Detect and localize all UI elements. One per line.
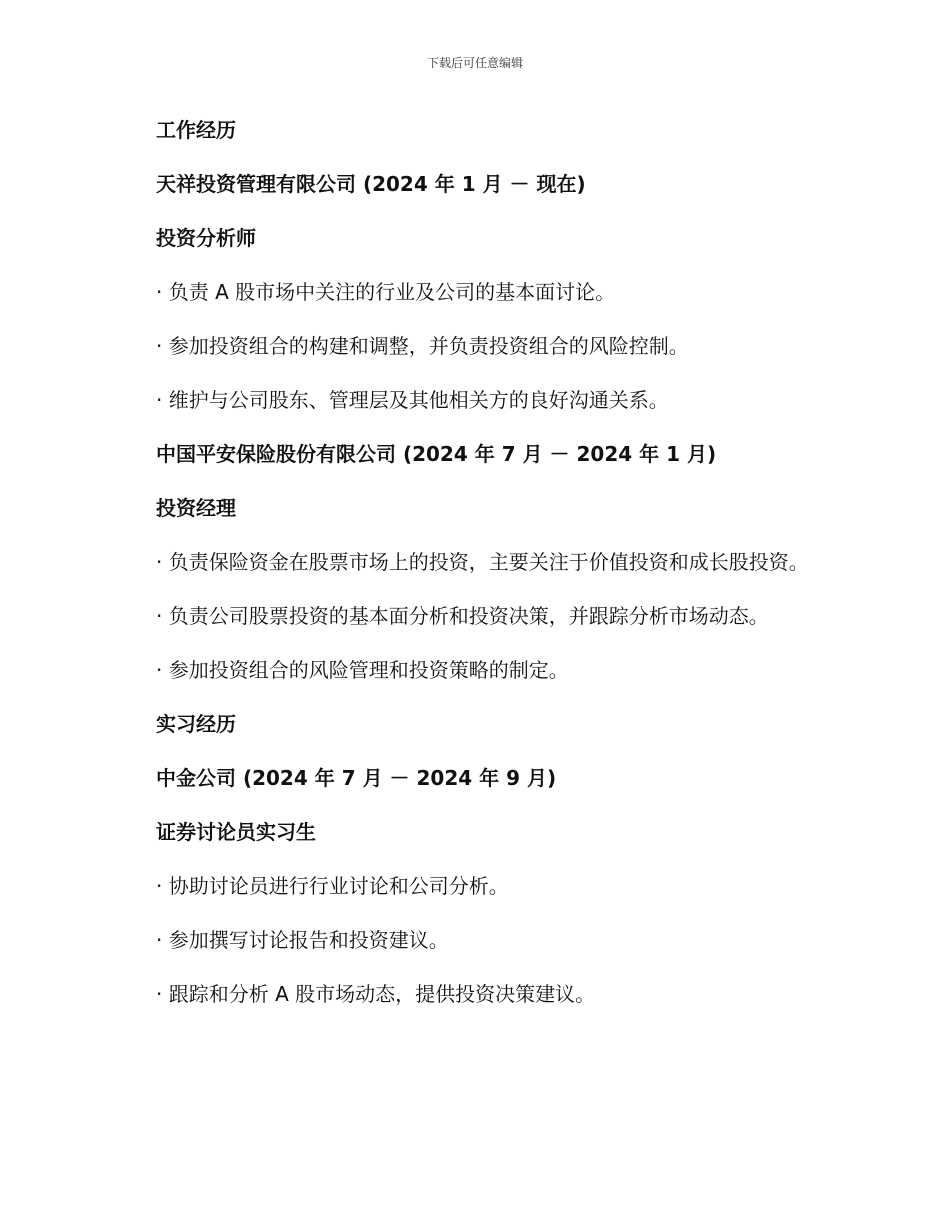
section-heading-work: 工作经历 bbox=[156, 118, 236, 142]
job-title-3: 证券讨论员实习生 bbox=[156, 820, 316, 844]
bullet-item: · 协助讨论员进行行业讨论和公司分析。 bbox=[156, 874, 509, 898]
company-title-1: 天祥投资管理有限公司 (2024 年 1 月 － 现在) bbox=[156, 172, 586, 196]
bullet-item: · 负责公司股票投资的基本面分析和投资决策，并跟踪分析市场动态。 bbox=[156, 604, 769, 628]
document-body bbox=[112, 108, 834, 1026]
job-title-1: 投资分析师 bbox=[156, 226, 256, 250]
bullet-item: · 负责 A 股市场中关注的行业及公司的基本面讨论。 bbox=[156, 280, 616, 304]
company-title-3: 中金公司 (2024 年 7 月 － 2024 年 9 月) bbox=[156, 766, 557, 790]
bullet-item: · 参加投资组合的构建和调整，并负责投资组合的风险控制。 bbox=[156, 334, 689, 358]
bullet-item: · 维护与公司股东、管理层及其他相关方的良好沟通关系。 bbox=[156, 388, 669, 412]
header-note: 下载后可任意编辑 bbox=[426, 56, 523, 70]
bullet-item: · 跟踪和分析 A 股市场动态，提供投资决策建议。 bbox=[156, 982, 596, 1006]
company-title-2: 中国平安保险股份有限公司 (2024 年 7 月 － 2024 年 1 月) bbox=[156, 442, 717, 466]
bullet-item: · 负责保险资金在股票市场上的投资，主要关注于价值投资和成长股投资。 bbox=[156, 550, 809, 574]
bullet-item: · 参加撰写讨论报告和投资建议。 bbox=[156, 928, 449, 952]
bullet-item: · 参加投资组合的风险管理和投资策略的制定。 bbox=[156, 658, 569, 682]
job-title-2: 投资经理 bbox=[156, 496, 236, 520]
section-heading-intern: 实习经历 bbox=[156, 712, 236, 736]
